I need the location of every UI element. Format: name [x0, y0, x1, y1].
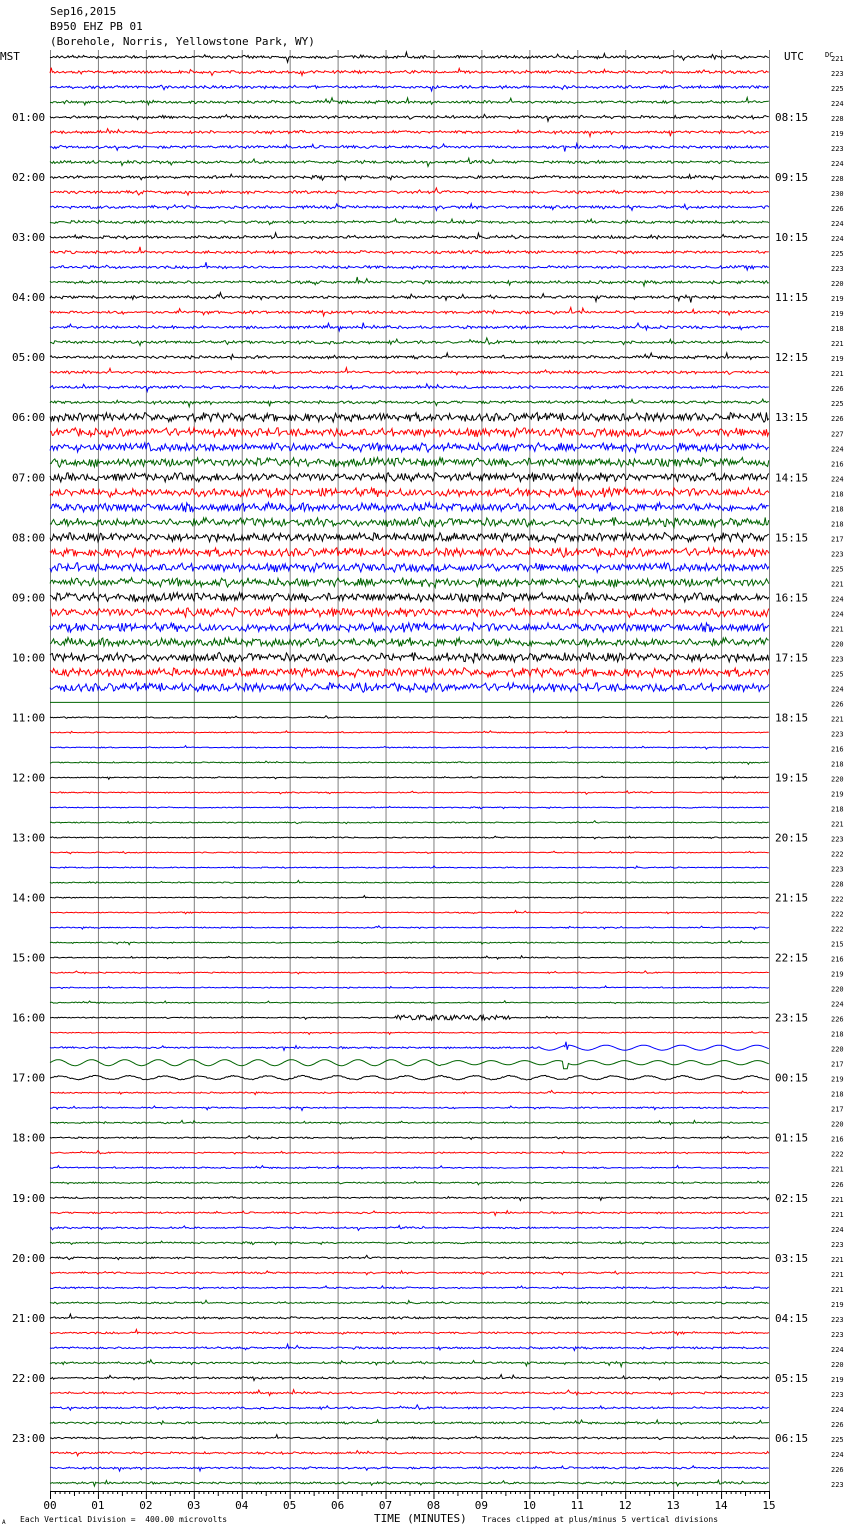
- seismic-trace: [50, 1090, 769, 1094]
- dc-offset-label: 228: [831, 880, 844, 889]
- dc-offset-label: 217: [831, 1105, 844, 1114]
- left-hour-label: 01:00: [12, 111, 46, 124]
- seismic-trace: [50, 1271, 769, 1275]
- dc-offset-label: 223: [831, 145, 844, 154]
- dc-offset-label: 224: [831, 220, 844, 229]
- dc-offset-label: 225: [831, 670, 844, 679]
- dc-offset-label: 221: [831, 625, 844, 634]
- seismic-trace: [50, 1225, 769, 1230]
- seismic-trace: [50, 533, 769, 543]
- seismic-trace: [50, 1466, 769, 1471]
- seismic-trace: [50, 443, 769, 453]
- dc-offset-label: 224: [831, 1345, 844, 1354]
- seismic-trace: [50, 623, 769, 633]
- dc-offset-label: 223: [831, 730, 844, 739]
- seismic-trace: [50, 896, 769, 899]
- dc-offset-label: 223: [831, 1315, 844, 1324]
- dc-offset-label: 216: [831, 460, 844, 469]
- dc-offset-label: 224: [831, 475, 844, 484]
- right-hour-label: 13:15: [775, 411, 809, 425]
- x-tick-label: 07: [378, 1499, 393, 1512]
- vertical-scale-note: Each Vertical Division = 400.00 microvolts: [20, 1515, 228, 1524]
- dc-offset-label: 226: [831, 1015, 844, 1024]
- seismic-trace: [50, 761, 769, 764]
- seismic-trace: [50, 158, 769, 166]
- x-tick-label: 15: [762, 1499, 776, 1512]
- right-hour-label: 00:15: [775, 1071, 809, 1085]
- seismic-trace: [50, 1375, 769, 1381]
- dc-offset-label: 219: [831, 790, 844, 799]
- right-hour-label: 20:15: [775, 831, 809, 845]
- dc-offset-label: 220: [831, 1120, 844, 1129]
- dc-offset-label: 223: [831, 655, 844, 664]
- seismic-trace: [50, 323, 769, 331]
- seismic-trace: [50, 129, 769, 137]
- seismic-trace: [50, 926, 769, 930]
- seismic-trace: [50, 880, 769, 883]
- right-hour-label: 15:15: [775, 531, 809, 545]
- left-hour-label: 14:00: [12, 891, 46, 905]
- left-hour-label: 16:00: [12, 1011, 46, 1025]
- seismic-trace: [50, 593, 769, 603]
- right-hour-label: 19:15: [775, 771, 809, 785]
- dc-offset-label: 224: [831, 1000, 844, 1009]
- seismic-trace: [50, 368, 769, 375]
- seismic-trace: [50, 1106, 769, 1111]
- seismic-trace: [50, 1451, 769, 1456]
- dc-offset-label: 226: [831, 1465, 844, 1474]
- dc-offset-label: 223: [831, 1330, 844, 1339]
- x-tick-label: 05: [283, 1499, 297, 1512]
- seismic-trace: [50, 866, 769, 869]
- seismic-trace: [50, 1314, 769, 1319]
- seismic-trace: [50, 652, 769, 662]
- seismic-trace: [50, 247, 769, 254]
- dc-offset-label: 225: [831, 565, 844, 574]
- right-hour-label: 08:15: [775, 111, 809, 124]
- dc-offset-label: 225: [831, 250, 844, 259]
- dc-offset-label: 226: [831, 415, 844, 424]
- right-hour-label: 23:15: [775, 1011, 809, 1025]
- seismic-trace: [50, 144, 769, 152]
- dc-offset-label: 218: [831, 1090, 844, 1099]
- right-hour-label: 11:15: [775, 291, 809, 305]
- x-tick-label: 12: [618, 1499, 632, 1512]
- seismic-trace: [50, 262, 769, 270]
- dc-offset-label: 221: [831, 580, 844, 589]
- right-hour-label: 04:15: [775, 1311, 809, 1325]
- dc-offset-label: 225: [831, 400, 844, 409]
- seismic-trace: [50, 1300, 769, 1304]
- right-hour-label: 18:15: [775, 711, 809, 725]
- seismic-trace: [50, 473, 769, 482]
- dc-offset-label: 218: [831, 325, 844, 334]
- dc-offset-label: 222: [831, 895, 844, 904]
- right-hour-label: 14:15: [775, 471, 809, 485]
- right-hour-label: 10:15: [775, 231, 809, 245]
- clip-note: Traces clipped at plus/minus 5 vertical divisions: [482, 1515, 719, 1524]
- seismic-trace: [50, 1211, 769, 1216]
- dc-offset-label: 220: [831, 775, 844, 784]
- dc-offset-label: 224: [831, 685, 844, 694]
- dc-offset-label: 224: [831, 1225, 844, 1234]
- dc-offset-label: 225: [831, 85, 844, 93]
- x-tick-label: 03: [187, 1499, 201, 1512]
- left-hour-label: 17:00: [12, 1071, 46, 1085]
- seismic-trace: [50, 1136, 769, 1140]
- dc-offset-label: 220: [831, 1360, 844, 1369]
- x-tick-label: 04: [235, 1499, 249, 1512]
- dc-offset-header: DC: [825, 51, 834, 59]
- dc-offset-label: 220: [831, 640, 844, 649]
- dc-offset-label: 224: [831, 1405, 844, 1414]
- dc-offset-label: 218: [831, 760, 844, 769]
- seismic-trace: [50, 1181, 769, 1185]
- dc-offset-label: 215: [831, 940, 844, 949]
- right-hour-label: 12:15: [775, 351, 809, 365]
- dc-offset-label: 216: [831, 955, 844, 964]
- dc-offset-label: 218: [831, 1030, 844, 1039]
- left-hour-label: 07:00: [12, 471, 46, 485]
- dc-offset-label: 221: [831, 1270, 844, 1279]
- dc-offset-label: 223: [831, 550, 844, 559]
- dc-offset-label: 221: [831, 1165, 844, 1174]
- right-hour-label: 05:15: [775, 1371, 809, 1385]
- dc-offset-label: 226: [831, 205, 844, 214]
- dc-offset-label: 224: [831, 595, 844, 604]
- seismic-trace: [50, 413, 769, 423]
- x-tick-label: 01: [91, 1499, 105, 1512]
- right-hour-label: 03:15: [775, 1251, 809, 1265]
- seismic-trace: [50, 971, 769, 974]
- seismic-trace: [50, 683, 769, 693]
- dc-offset-label: 216: [831, 745, 844, 754]
- seismic-trace: [50, 502, 769, 512]
- left-hour-label: 11:00: [12, 711, 46, 725]
- dc-offset-label: 222: [831, 910, 844, 919]
- dc-offset-label: 226: [831, 700, 844, 709]
- right-hour-label: 16:15: [775, 591, 809, 605]
- plot-date: Sep16,2015: [50, 5, 117, 18]
- left-hour-label: 06:00: [12, 411, 46, 425]
- dc-offset-label: 220: [831, 280, 844, 289]
- left-hour-label: 22:00: [12, 1371, 46, 1385]
- dc-offset-label: 224: [831, 235, 844, 244]
- left-hour-label: 03:00: [12, 231, 46, 245]
- dc-offset-label: 226: [831, 385, 844, 394]
- seismic-trace: [50, 548, 769, 558]
- seismic-trace: [50, 1435, 769, 1440]
- seismic-trace: [50, 98, 769, 105]
- dc-offset-label: 219: [831, 1300, 844, 1309]
- seismic-trace: [50, 68, 769, 76]
- seismic-trace: [50, 1120, 769, 1124]
- seismic-trace: [50, 1405, 769, 1410]
- left-hour-label: 20:00: [12, 1251, 46, 1265]
- dc-offset-label: 218: [831, 490, 844, 499]
- dc-offset-label: 224: [831, 445, 844, 454]
- left-hour-label: 13:00: [12, 831, 46, 845]
- dc-offset-label: 224: [831, 160, 844, 169]
- dc-offset-label: 221: [831, 1210, 844, 1219]
- dc-offset-label: 219: [831, 355, 844, 364]
- seismic-trace: [50, 1241, 769, 1245]
- dc-offset-label: 223: [831, 1481, 844, 1489]
- seismic-trace: [50, 836, 769, 839]
- dc-offset-label: 228: [831, 175, 844, 184]
- right-hour-label: 06:15: [775, 1431, 809, 1445]
- seismic-trace: [50, 308, 769, 316]
- seismic-trace: [50, 1329, 769, 1335]
- right-hour-label: 01:15: [775, 1131, 809, 1145]
- right-hour-label: 02:15: [775, 1191, 809, 1205]
- seismic-trace: [50, 1151, 769, 1154]
- dc-offset-label: 222: [831, 1150, 844, 1159]
- seismic-trace: [50, 488, 769, 498]
- x-tick-label: 06: [330, 1499, 345, 1512]
- seismic-trace: [50, 776, 769, 779]
- dc-offset-label: 222: [831, 850, 844, 859]
- dc-offset-label: 219: [831, 295, 844, 304]
- dc-offset-label: 223: [831, 865, 844, 874]
- dc-offset-label: 226: [831, 1420, 844, 1429]
- dc-offset-label: 219: [831, 310, 844, 319]
- x-tick-label: 11: [570, 1499, 584, 1512]
- dc-offset-label: 217: [831, 535, 844, 544]
- x-tick-label: 14: [714, 1499, 728, 1512]
- left-timezone-label: MST: [0, 50, 20, 63]
- dc-offset-label: 223: [831, 1390, 844, 1399]
- seismic-trace: [50, 338, 769, 346]
- dc-offset-label: 223: [831, 835, 844, 844]
- seismic-trace: [50, 1015, 769, 1020]
- seismic-trace: [50, 399, 769, 407]
- seismic-trace: [50, 293, 769, 303]
- x-tick-label: 09: [474, 1499, 489, 1512]
- dc-offset-label: 221: [831, 370, 844, 379]
- seismic-trace: [50, 114, 769, 121]
- seismic-trace: [50, 353, 769, 359]
- seismic-trace: [50, 219, 769, 225]
- seismic-trace: [50, 1001, 769, 1004]
- dc-offset-label: 223: [831, 1240, 844, 1249]
- right-hour-label: 09:15: [775, 171, 809, 185]
- left-hour-label: 10:00: [12, 651, 46, 665]
- dc-offset-label: 218: [831, 520, 844, 529]
- seismic-trace: [50, 578, 769, 588]
- dc-offset-label: 227: [831, 430, 844, 439]
- seismic-trace: [50, 821, 769, 824]
- right-hour-label: 17:15: [775, 651, 809, 665]
- seismic-trace: [50, 1166, 769, 1169]
- left-hour-label: 02:00: [12, 171, 46, 185]
- seismic-trace: [50, 517, 769, 527]
- right-timezone-label: UTC: [784, 50, 804, 63]
- dc-offset-label: 219: [831, 1075, 844, 1084]
- seismic-trace: [50, 1075, 769, 1080]
- dc-offset-label: 228: [831, 115, 844, 123]
- seismic-trace: [50, 1344, 769, 1350]
- seismic-trace: [50, 791, 769, 794]
- left-hour-label: 09:00: [12, 591, 46, 605]
- dc-offset-label: 219: [831, 130, 844, 139]
- dc-offset-label: 224: [831, 610, 844, 619]
- dc-offset-label: 216: [831, 1135, 844, 1144]
- seismic-trace: [50, 911, 769, 914]
- seismic-trace: [50, 52, 769, 62]
- seismic-trace: [50, 1420, 769, 1425]
- seismic-trace: [50, 85, 769, 91]
- dc-offset-label: 226: [831, 1180, 844, 1189]
- left-hour-label: 19:00: [12, 1191, 46, 1205]
- seismic-trace: [50, 1042, 769, 1051]
- seismic-trace: [50, 233, 769, 239]
- seismic-trace: [50, 638, 769, 647]
- x-tick-label: 02: [139, 1499, 153, 1512]
- dc-offset-label: 220: [831, 985, 844, 994]
- right-hour-label: 22:15: [775, 951, 809, 965]
- dc-offset-label: 218: [831, 505, 844, 514]
- seismic-trace: [50, 746, 769, 750]
- dc-offset-label: 219: [831, 970, 844, 979]
- seismic-trace: [50, 428, 769, 437]
- dc-offset-label: 230: [831, 190, 844, 199]
- dc-offset-label: 221: [831, 820, 844, 829]
- dc-offset-label: 221: [831, 1255, 844, 1264]
- seismic-trace: [50, 188, 769, 195]
- seismic-trace: [50, 986, 769, 989]
- seismic-trace: [50, 806, 769, 808]
- seismic-trace: [50, 851, 769, 854]
- left-hour-label: 04:00: [12, 291, 46, 305]
- seismic-trace: [50, 956, 769, 959]
- left-hour-label: 23:00: [12, 1431, 46, 1445]
- dc-offset-label: 220: [831, 1045, 844, 1054]
- dc-offset-label: 223: [831, 70, 844, 78]
- right-hour-label: 21:15: [775, 891, 809, 905]
- x-tick-label: 10: [522, 1499, 536, 1512]
- x-tick-label: 00: [43, 1499, 57, 1512]
- seismic-trace: [50, 1390, 769, 1396]
- left-hour-label: 12:00: [12, 771, 46, 785]
- left-hour-label: 05:00: [12, 351, 46, 365]
- x-tick-label: 13: [666, 1499, 680, 1512]
- seismic-trace: [50, 941, 769, 945]
- seismic-trace: [50, 457, 769, 467]
- dc-offset-label: 224: [831, 1450, 844, 1459]
- dc-offset-label: 223: [831, 265, 844, 274]
- seismic-trace: [50, 668, 769, 678]
- seismic-trace: [50, 731, 769, 734]
- left-hour-label: 18:00: [12, 1131, 46, 1145]
- station-location: (Borehole, Norris, Yellowstone Park, WY): [50, 35, 315, 48]
- seismic-trace: [50, 1032, 769, 1035]
- seismic-trace: [50, 1060, 769, 1069]
- dc-offset-label: 221: [831, 340, 844, 349]
- left-hour-label: 21:00: [12, 1311, 46, 1325]
- left-hour-label: 08:00: [12, 531, 46, 545]
- seismic-trace: [50, 716, 769, 719]
- dc-offset-label: 225: [831, 1435, 844, 1444]
- seismic-trace: [50, 1255, 769, 1259]
- seismic-trace: [50, 174, 769, 180]
- seismic-trace: [50, 563, 769, 572]
- seismic-trace: [50, 1197, 769, 1201]
- seismic-trace: [50, 204, 769, 211]
- seismic-trace: [50, 277, 769, 286]
- x-tick-label: 08: [426, 1499, 441, 1512]
- dc-offset-label: 221: [831, 715, 844, 724]
- seismic-trace: [50, 608, 769, 618]
- dc-offset-label: 224: [831, 100, 844, 108]
- dc-offset-label: 218: [831, 805, 844, 814]
- seismic-trace: [50, 384, 769, 392]
- dc-offset-label: 219: [831, 1375, 844, 1384]
- dc-offset-label: 217: [831, 1060, 844, 1069]
- dc-offset-label: 222: [831, 925, 844, 934]
- dc-offset-label: 221: [831, 1195, 844, 1204]
- dc-offset-label: 221: [831, 55, 844, 63]
- left-hour-label: 15:00: [12, 951, 46, 965]
- dc-offset-label: 221: [831, 1285, 844, 1294]
- x-axis-title: TIME (MINUTES): [374, 1512, 467, 1525]
- station-code: B950 EHZ PB 01: [50, 20, 143, 33]
- corner-mark: A: [2, 1519, 6, 1526]
- seismic-trace: [50, 1360, 769, 1367]
- seismic-trace: [50, 1480, 769, 1486]
- seismic-trace: [50, 1286, 769, 1289]
